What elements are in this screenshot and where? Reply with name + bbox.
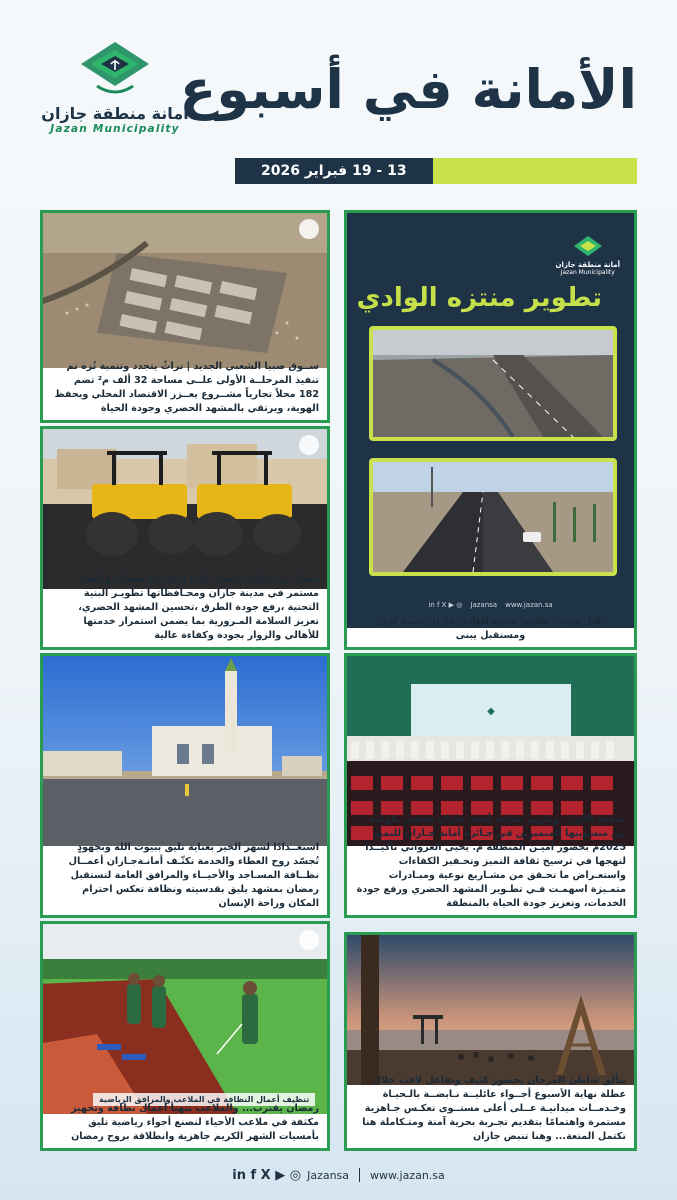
card-caption: قبل وبعد | تطوير منتزه الوادي جازان تنمية تُرى ومستقبل يبنى (379, 616, 602, 641)
beach-sunset-photo (347, 935, 634, 1085)
card-excellence-award[interactable] (344, 653, 637, 918)
logo-arabic-name: أمانة منطقة جازان (41, 104, 189, 123)
poster-social-icons: in f X ▶ ◎ (428, 601, 463, 609)
card-souq-sabya[interactable] (40, 210, 330, 423)
project-poster (347, 213, 634, 628)
date-range: 13 - 19 فبراير 2026 (235, 158, 433, 184)
card-logo-icon (299, 435, 319, 455)
road-rollers-photo (43, 429, 327, 589)
logo (40, 40, 190, 145)
date-bar (235, 158, 637, 184)
social-icons[interactable]: in f X ▶ ◎ (232, 1167, 302, 1183)
card-logo-icon (299, 219, 319, 239)
project-title: تطوير منتزه الوادي (356, 283, 602, 313)
footer (0, 1160, 677, 1190)
poster-logo-english: Jazan Municipality (560, 269, 615, 276)
card-wadi-park[interactable] (344, 210, 637, 650)
palm-swords-emblem-icon (75, 40, 155, 102)
card-caption: ســوق صبيا الشعبي الجديد | تراثٌ يتجدد وتنمية تُزه تم تنفيذ المرحلــة الأولى علــى مساحة 32 ألف م² تضم 182 محلاً تجارياً مشــروع يعــزز الاقتصاد المحلي ويحفظ الهوية، ويرتقي بالمشهد الحضري وجودة الحياة (54, 361, 319, 414)
card-caption: يتألق شاطئ المرجان بحضور كثيف وتفاعل لافت خلال عطلة نهاية الأسبوع أجــواء عائليــة نـابضــة بالـحيـاة وخـدمــات ميدانيـة عــلى أعلى مستــوى تعكـس جـاهزية مستمرة واهتمامًا بتقديم تجـربة بحرية آمنة ومتـكاملة هنا تكتمل المتعة... وهنا تنبض جازان (362, 1075, 626, 1142)
card-road-paving[interactable] (40, 426, 330, 650)
logo-english-name: Jazan Municipality (50, 123, 180, 135)
before-photo (369, 326, 617, 441)
poster-logo-arabic: أمانة منطقة جازان (555, 261, 620, 269)
card-caption: نعمل من اجلكم ونعتذر على إزعاجكم سفلتة وتأهيل مستمر في مدينة جازان ومحـافظاتها تطويـر البنية التحتية ،رفع جودة الطرق ،تحسين المشهد الحضري، تعزيز السلامة المـرورية بما يضمن استمرار خدمتها للأهالي والزوار بجودة وكفاءة عالية (78, 574, 319, 641)
playground-cleaning-photo (43, 924, 327, 1114)
social-handle[interactable]: Jazansa (307, 1168, 350, 1182)
poster-emblem-icon (573, 235, 603, 257)
souq-aerial-photo (43, 213, 327, 368)
after-photo (369, 458, 617, 576)
card-caption: رمضان يقترب... والملاعب تتهيأ أعمال نظافة وتجهيز مكثفة في ملاعب الأحياء لنصنع أجواء رياضية تليق بأمسيات الشهر الكريم جاهزية وانطلاقة بروح رمضان (71, 1103, 319, 1142)
photo-overlay-label: تنظيف أعمال النظافة في الملاعب والمرافق الرياضية (93, 1093, 315, 1106)
card-caption: استعــدادًا لشهر الخير بعناية تليق ببيوت الله وبجهودٍ تُجسّد روح العطاء والخدمة تكثّـف أمانـةجـازان أعمــال نظــافة المسـاجد والأحيــاء والمرافق العامة لتستقبل رمضان بمشهد يليق بقدسيته ونظافة تعكس احترام المكان وراحة الإنسان (68, 842, 319, 909)
poster-handle: Jazansa (470, 601, 498, 609)
poster-site: www.jazan.sa (505, 601, 553, 609)
poster-logo (556, 235, 620, 276)
svg-text:◆: ◆ (487, 706, 495, 717)
card-playground-cleaning[interactable] (40, 921, 330, 1151)
card-marjan-beach[interactable] (344, 932, 637, 1151)
website-link[interactable]: www.jazan.sa (370, 1168, 445, 1182)
card-caption: صناعة الأثر... وتكريم صُنّاعه أمانة جازان تحتفي بكوكبة من منسوبيها المتميزين في جـائزة أمانة جـازان للتميز 2025م بحضور أميـن المنطقة م. يحيى الغزواني تأكيــدًا لنهجها في ترسيخ ثقافة التميز وتحـفيز الكفاءات واستعـراض ما تحـقق من مشـاريع نوعية ومبـادرات متمـيزة اسهمـت فـي تطـوير المشهد الحضري ورفع جودة الخدمات، وتعزيز جودة الحياة بالمنطقة (356, 814, 626, 909)
card-mosque-cleaning[interactable] (40, 653, 330, 918)
card-logo-icon (299, 930, 319, 950)
mosque-photo (43, 656, 327, 846)
page-title: الأمانة في أسبوع (179, 58, 637, 121)
footer-divider (359, 1168, 360, 1182)
